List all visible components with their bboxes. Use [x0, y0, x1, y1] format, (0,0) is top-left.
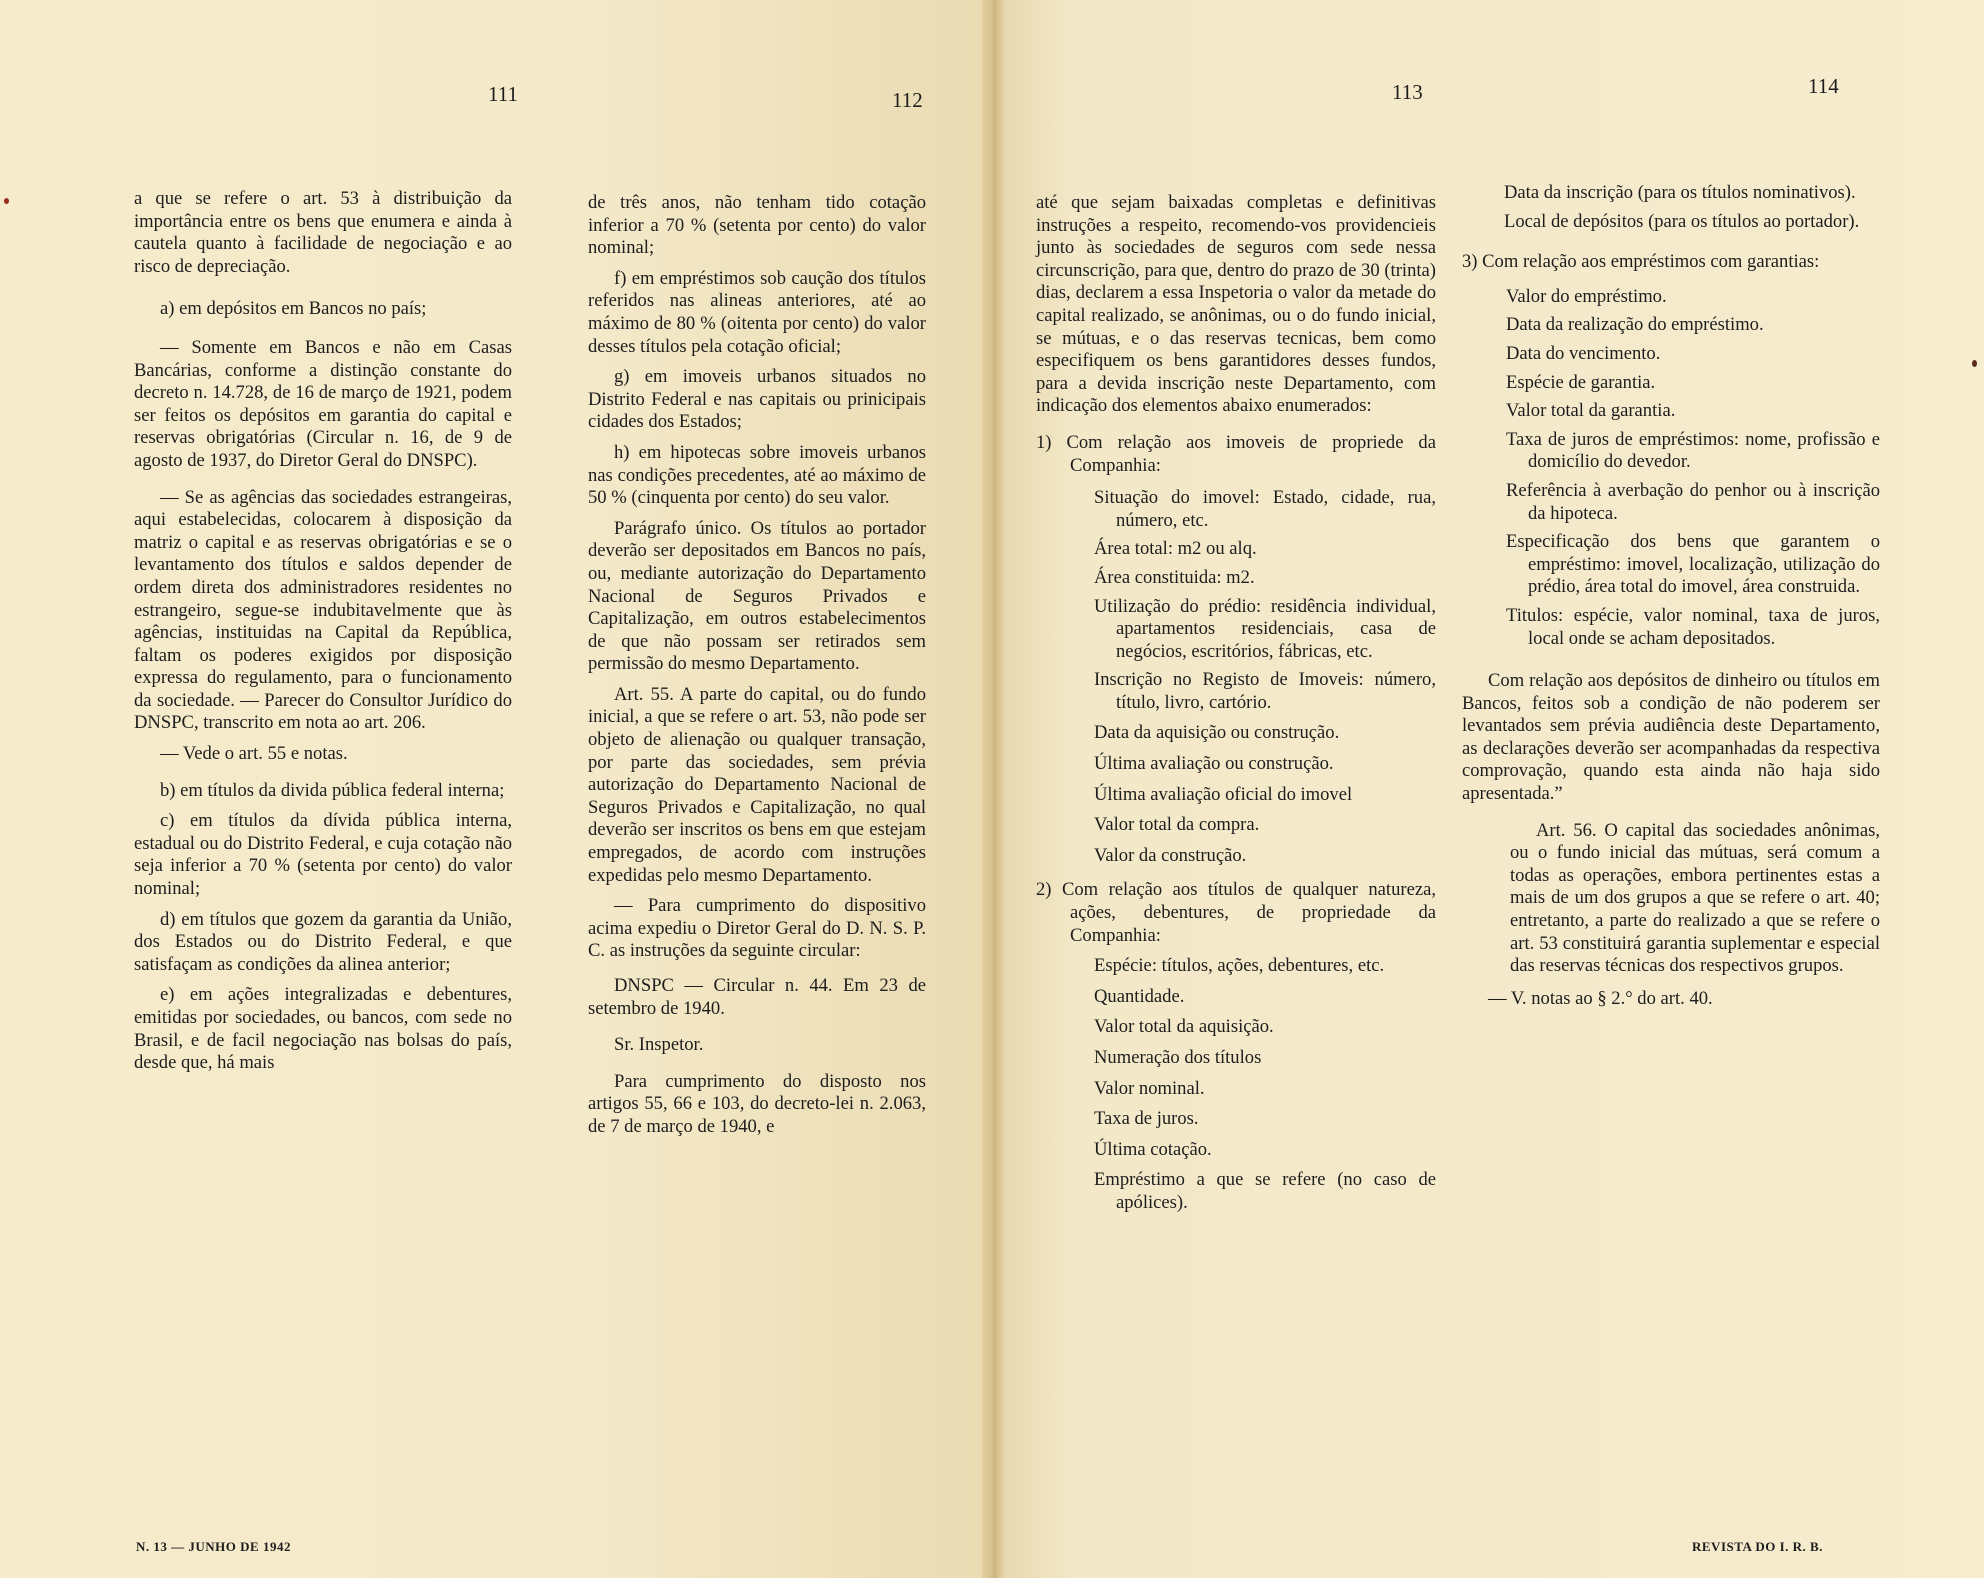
field-item: Inscrição no Registo de Imoveis: número, título, livro, cartório.	[1094, 669, 1436, 713]
paragraph: — Para cumprimento do dispositivo acima expediu o Diretor Geral do D. N. S. P. C. as instruções da seguinte circular:	[588, 895, 926, 962]
field-list	[1504, 182, 1880, 233]
paragraph: Parágrafo único. Os títulos ao portador deverão ser depositados em Bancos no país, ou, mediante autorização do Departamento Nacional de Seguros Privados e Capitalização, em outros estabelecimentos de que não possam ser retirados sem permissão do mesmo Departamento.	[588, 517, 926, 675]
field-item: Numeração dos títulos	[1094, 1047, 1262, 1068]
list-number: 2)	[1036, 879, 1052, 901]
list-number: 1)	[1036, 431, 1052, 453]
field-item: Área total: m2 ou alq.	[1094, 538, 1257, 560]
paragraph: Para cumprimento do disposto nos artigos 55, 66 e 103, do decreto-lei n. 2.063, de 7 de março de 1940, e	[588, 1070, 926, 1137]
field-item: Data da inscrição (para os títulos nominativos).	[1504, 182, 1856, 203]
paragraph: — Se as agências das sociedades estrangeiras, aqui estabelecidas, colocarem à disposição da matriz o capital e as reservas obrigatórias e se o levantamento dos títulos e saldos depender de ordem direta dos administradores residentes no estrangeiro, segue-se indubitavelmente que às agências, instituidas na Capital da República, faltam os poderes exigidos por disposição expressa do regulamento, para o funcionamento da sociedade. — Parecer do Consultor Jurídico do DNSPC, transcrito em nota ao art. 206.	[134, 486, 512, 734]
field-item: Última cotação.	[1094, 1138, 1212, 1160]
field-list	[1094, 955, 1436, 1214]
column-page-112	[588, 192, 926, 1147]
paragraph: até que sejam baixadas completas e definitivas instruções a respeito, recomendo-vos providencieis junto às sociedades de seguros com sede nessa circunscrição, para que, dentro do prazo de 30 (trinta) dias, declarem a essa Inspetoria o valor da metade do capital realizado, se anônimas, ou o do fundo inicial, se mútuas, e o das reservas tecnicas, bem como especifiquem os bens garantidores desses fundos, para a devida inscrição neste Departamento, com indicação dos elementos abaixo enumerados:	[1036, 192, 1436, 417]
field-item: Local de depósitos (para os títulos ao portador).	[1504, 210, 1860, 232]
field-item: Utilização do prédio: residência individual, apartamentos residenciais, casa de negócios, escritórios, fábricas, etc.	[1094, 595, 1436, 662]
paragraph: Sr. Inspetor.	[614, 1034, 704, 1056]
page-number-112: 112	[892, 88, 923, 112]
paragraph: — V. notas ao § 2.° do art. 40.	[1488, 987, 1713, 1009]
paragraph: — Vede o art. 55 e notas.	[160, 743, 348, 765]
paragraph: DNSPC — Circular n. 44. Em 23 de setembro de 1940.	[588, 975, 926, 1019]
field-item: Valor total da garantia.	[1506, 400, 1676, 422]
column-page-114	[1462, 182, 1880, 1018]
book-gutter	[982, 0, 1004, 1578]
field-item: Área constituida: m2.	[1094, 566, 1255, 588]
paragraph: Art. 56. O capital das sociedades anônimas, ou o fundo inicial das mútuas, será comum a todas as operações, embora pertinentes estas a mais de um dos grupos a que se refere o art. 40; entretanto, a parte do realizado a que se refere o art. 53 constituirá garantia suplementar e especial das reservas técnicas dos respectivos grupos.	[1510, 819, 1880, 977]
field-item: Espécie: títulos, ações, debentures, etc.	[1094, 955, 1385, 977]
paragraph: — Somente em Bancos e não em Casas Bancárias, conforme a distinção constante do decreto n. 14.728, de 16 de março de 1921, podem ser feitos os depósitos em garantia do capital e reservas obrigatórias (Circular n. 16, de 9 de agosto de 1937, do Diretor Geral do DNSPC).	[134, 336, 512, 471]
paragraph: e) em ações integralizadas e debentures, emitidas por sociedades, ou bancos, com sede no Brasil, e de facil negociação nas bolsas do país, desde que, há mais	[134, 984, 512, 1074]
field-list	[1094, 487, 1436, 867]
list-text: Com relação aos títulos de qualquer natureza, ações, debentures, de propriedade da Companhia:	[1061, 879, 1436, 946]
footer-issue: N. 13 — JUNHO DE 1942	[136, 1539, 291, 1554]
paragraph: f) em empréstimos sob caução dos títulos referidos nas alineas anteriores, até ao máximo de 80 % (oitenta por cento) do valor desses títulos pela cotação oficial;	[588, 267, 926, 357]
field-item: Data do vencimento.	[1506, 342, 1661, 364]
paragraph: b) em títulos da divida pública federal interna;	[160, 779, 505, 801]
field-item: Quantidade.	[1094, 985, 1185, 1007]
ink-spot	[1972, 360, 1977, 367]
field-item: Valor da construção.	[1094, 844, 1247, 866]
field-item: Última avaliação ou construção.	[1094, 753, 1334, 775]
ink-spot	[4, 198, 9, 204]
paragraph: Art. 55. A parte do capital, ou do fundo inicial, a que se refere o art. 53, não pode ser objeto de alienação ou qualquer transação, por parte das sociedades, sem prévia autorização do Departamento Nacional de Seguros Privados e Capitalização, no qual deverão ser inscritos os bens em que estejam empregados, de acordo com instruções expedidas pelo mesmo Departamento.	[588, 683, 926, 886]
field-item: Data da aquisição ou construção.	[1094, 722, 1340, 744]
paragraph: Com relação aos depósitos de dinheiro ou títulos em Bancos, feitos sob a condição de não poderem ser levantados sem prévia audiência deste Departamento, as declarações deverão ser acompanhadas da respectiva comprovação, quando esta ainda não haja sido apresentada.”	[1462, 670, 1880, 805]
field-list	[1506, 286, 1880, 650]
field-item: Especificação dos bens que garantem o empréstimo: imovel, localização, utilização do prédio, área total do imovel, área construida.	[1506, 531, 1880, 598]
paragraph: a que se refere o art. 53 à distribuição da importância entre os bens que enumera e ainda à cautela quanto à facilidade de negociação e ao risco de depreciação.	[134, 188, 512, 277]
paragraph: g) em imoveis urbanos situados no Distrito Federal e nas capitais ou prinicipais cidades dos Estados;	[588, 366, 926, 433]
field-item: Taxa de juros de empréstimos: nome, profissão e domicílio do devedor.	[1506, 428, 1880, 473]
field-item: Titulos: espécie, valor nominal, taxa de juros, local onde se acham depositados.	[1506, 604, 1880, 649]
column-page-113	[1036, 192, 1436, 1223]
footer-journal: REVISTA DO I. R. B.	[1692, 1539, 1823, 1554]
column-page-111	[134, 188, 512, 1083]
field-item: Taxa de juros.	[1094, 1108, 1199, 1130]
list-item	[1036, 879, 1436, 947]
field-item: Situação do imovel: Estado, cidade, rua, número, etc.	[1094, 487, 1436, 531]
paragraph: h) em hipotecas sobre imoveis urbanos nas condições precedentes, até ao máximo de 50 % (cinquenta por cento) do seu valor.	[588, 441, 926, 509]
paragraph: a) em depósitos em Bancos no país;	[160, 298, 427, 320]
field-item: Valor total da compra.	[1094, 814, 1260, 836]
list-item	[1462, 251, 1880, 274]
field-item: Valor nominal.	[1094, 1077, 1205, 1099]
page-number-114: 114	[1808, 74, 1839, 98]
field-item: Valor do empréstimo.	[1506, 285, 1667, 307]
field-item: Data da realização do empréstimo.	[1506, 314, 1764, 336]
field-item: Empréstimo a que se refere (no caso de apólices).	[1094, 1169, 1436, 1213]
page-number-111: 111	[488, 82, 518, 106]
paragraph: de três anos, não tenham tido cotação inferior a 70 % (setenta por cento) do valor nominal;	[588, 192, 926, 259]
list-text: Com relação aos empréstimos com garantias:	[1482, 251, 1820, 273]
list-item	[1036, 432, 1436, 477]
paragraph: c) em títulos da dívida pública interna, estadual ou do Distrito Federal, e cuja cotação não seja inferior a 70 % (setenta por cento) do valor nominal;	[134, 810, 512, 900]
field-item: Valor total da aquisição.	[1094, 1016, 1274, 1038]
list-text: Com relação aos imoveis de propriede da Companhia:	[1066, 431, 1436, 476]
field-item: Referência à averbação do penhor ou à inscrição da hipoteca.	[1506, 479, 1880, 524]
page-number-113: 113	[1392, 80, 1423, 104]
field-item: Espécie de garantia.	[1506, 371, 1656, 393]
paragraph: d) em títulos que gozem da garantia da União, dos Estados ou do Distrito Federal, e que satisfaçam as condições da alinea anterior;	[134, 908, 512, 975]
field-item: Última avaliação oficial do imovel	[1094, 783, 1353, 805]
list-number: 3)	[1462, 251, 1478, 273]
